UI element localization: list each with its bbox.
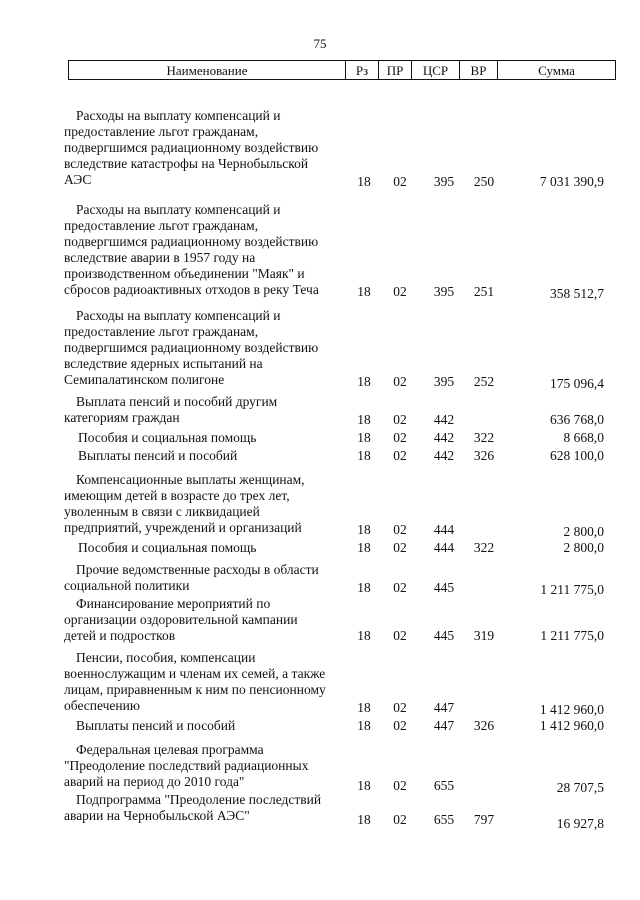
row-sum: 16 927,8 <box>556 816 604 831</box>
row-rz: 18 <box>357 448 371 463</box>
row-name: Федеральная целевая программа "Преодоление последствий радиационных аварий на период до 2010 года" <box>64 742 309 789</box>
row-csr: 442 <box>433 412 455 427</box>
row-vr: 252 <box>473 374 495 389</box>
row-csr: 655 <box>433 778 455 793</box>
row-pr: 02 <box>393 580 407 595</box>
row-pr: 02 <box>393 718 407 733</box>
row-rz: 18 <box>357 284 371 299</box>
row-name: Расходы на выплату компенсаций и предоставление льгот гражданам, подвергшимся радиационному воздействию вследствие аварии в 1957 году на производственном объединении "Маяк" и сбросов радиоактивных отходов в реку Теча <box>64 202 319 297</box>
row-pr: 02 <box>393 778 407 793</box>
row-rz: 18 <box>357 812 371 827</box>
row-pr: 02 <box>393 522 407 537</box>
row-name: Компенсационные выплаты женщинам, имеющим детей в возрасте до трех лет, уволенным в связи с ликвидацией предприятий, учреждений и организаций <box>64 472 305 535</box>
row-vr: 797 <box>473 812 495 827</box>
row-rz: 18 <box>357 778 371 793</box>
page-number: 75 <box>313 36 327 51</box>
row-rz: 18 <box>357 412 371 427</box>
row-rz: 18 <box>357 700 371 715</box>
row-csr: 395 <box>433 174 455 189</box>
row-name: Расходы на выплату компенсаций и предоставление льгот гражданам, подвергшимся радиационному воздействию вследствие ядерных испытаний на Семипалатинском полигоне <box>64 308 319 387</box>
row-name: Пенсии, пособия, компенсации военнослужащим и членам их семей, а также лицам, приравненным к ним по пенсионному обеспечению <box>64 650 326 713</box>
row-pr: 02 <box>393 628 407 643</box>
row-name: Выплаты пенсий и пособий <box>76 718 236 733</box>
row-vr: 326 <box>473 718 495 733</box>
row-pr: 02 <box>393 174 407 189</box>
row-csr: 447 <box>433 700 455 715</box>
row-vr: 250 <box>473 174 495 189</box>
row-vr: 326 <box>473 448 495 463</box>
row-pr: 02 <box>393 412 407 427</box>
row-rz: 18 <box>357 174 371 189</box>
row-sum: 1 412 960,0 <box>539 718 604 733</box>
row-sum: 28 707,5 <box>556 780 604 795</box>
header-csr: ЦСР <box>412 61 460 79</box>
row-pr: 02 <box>393 700 407 715</box>
row-sum: 2 800,0 <box>563 540 604 555</box>
row-csr: 444 <box>433 522 455 537</box>
row-sum: 2 800,0 <box>563 524 604 539</box>
row-name: Выплата пенсий и пособий другим категориям граждан <box>64 394 278 425</box>
row-sum: 7 031 390,9 <box>539 174 604 189</box>
row-name: Подпрограмма "Преодоление последствий аварии на Чернобыльской АЭС" <box>64 792 322 823</box>
row-csr: 447 <box>433 718 455 733</box>
header-name: Наименование <box>69 61 346 79</box>
row-name: Выплаты пенсий и пособий <box>78 448 238 463</box>
row-vr: 251 <box>473 284 495 299</box>
row-rz: 18 <box>357 628 371 643</box>
row-csr: 445 <box>433 580 455 595</box>
row-csr: 395 <box>433 374 455 389</box>
row-rz: 18 <box>357 374 371 389</box>
row-sum: 1 211 775,0 <box>540 628 604 643</box>
header-vr: ВР <box>460 61 498 79</box>
row-pr: 02 <box>393 430 407 445</box>
row-vr: 319 <box>473 628 495 643</box>
row-name: Пособия и социальная помощь <box>78 540 257 555</box>
row-csr: 442 <box>433 448 455 463</box>
row-rz: 18 <box>357 540 371 555</box>
row-sum: 1 211 775,0 <box>540 582 604 597</box>
header-pr: ПР <box>379 61 412 79</box>
row-name: Пособия и социальная помощь <box>78 430 257 445</box>
row-name: Расходы на выплату компенсаций и предоставление льгот гражданам, подвергшимся радиационному воздействию вследствие катастрофы на Чернобыльской АЭС <box>64 108 319 187</box>
row-pr: 02 <box>393 284 407 299</box>
row-csr: 444 <box>433 540 455 555</box>
header-rz: Рз <box>346 61 379 79</box>
row-rz: 18 <box>357 718 371 733</box>
row-csr: 655 <box>433 812 455 827</box>
row-pr: 02 <box>393 448 407 463</box>
row-rz: 18 <box>357 430 371 445</box>
row-pr: 02 <box>393 540 407 555</box>
row-sum: 628 100,0 <box>550 448 604 463</box>
row-vr: 322 <box>473 430 495 445</box>
row-rz: 18 <box>357 522 371 537</box>
row-name: Финансирование мероприятий по организации оздоровительной кампании детей и подростков <box>64 596 298 643</box>
header-sum: Сумма <box>538 63 575 78</box>
row-csr: 445 <box>433 628 455 643</box>
row-sum: 8 668,0 <box>563 430 604 445</box>
row-pr: 02 <box>393 374 407 389</box>
row-sum: 1 412 960,0 <box>539 702 604 717</box>
row-vr: 322 <box>473 540 495 555</box>
row-csr: 395 <box>433 284 455 299</box>
row-sum: 636 768,0 <box>550 412 604 427</box>
row-csr: 442 <box>433 430 455 445</box>
row-pr: 02 <box>393 812 407 827</box>
row-name: Прочие ведомственные расходы в области социальной политики <box>64 562 319 593</box>
row-rz: 18 <box>357 580 371 595</box>
row-sum: 175 096,4 <box>550 376 604 391</box>
row-sum: 358 512,7 <box>550 286 604 301</box>
